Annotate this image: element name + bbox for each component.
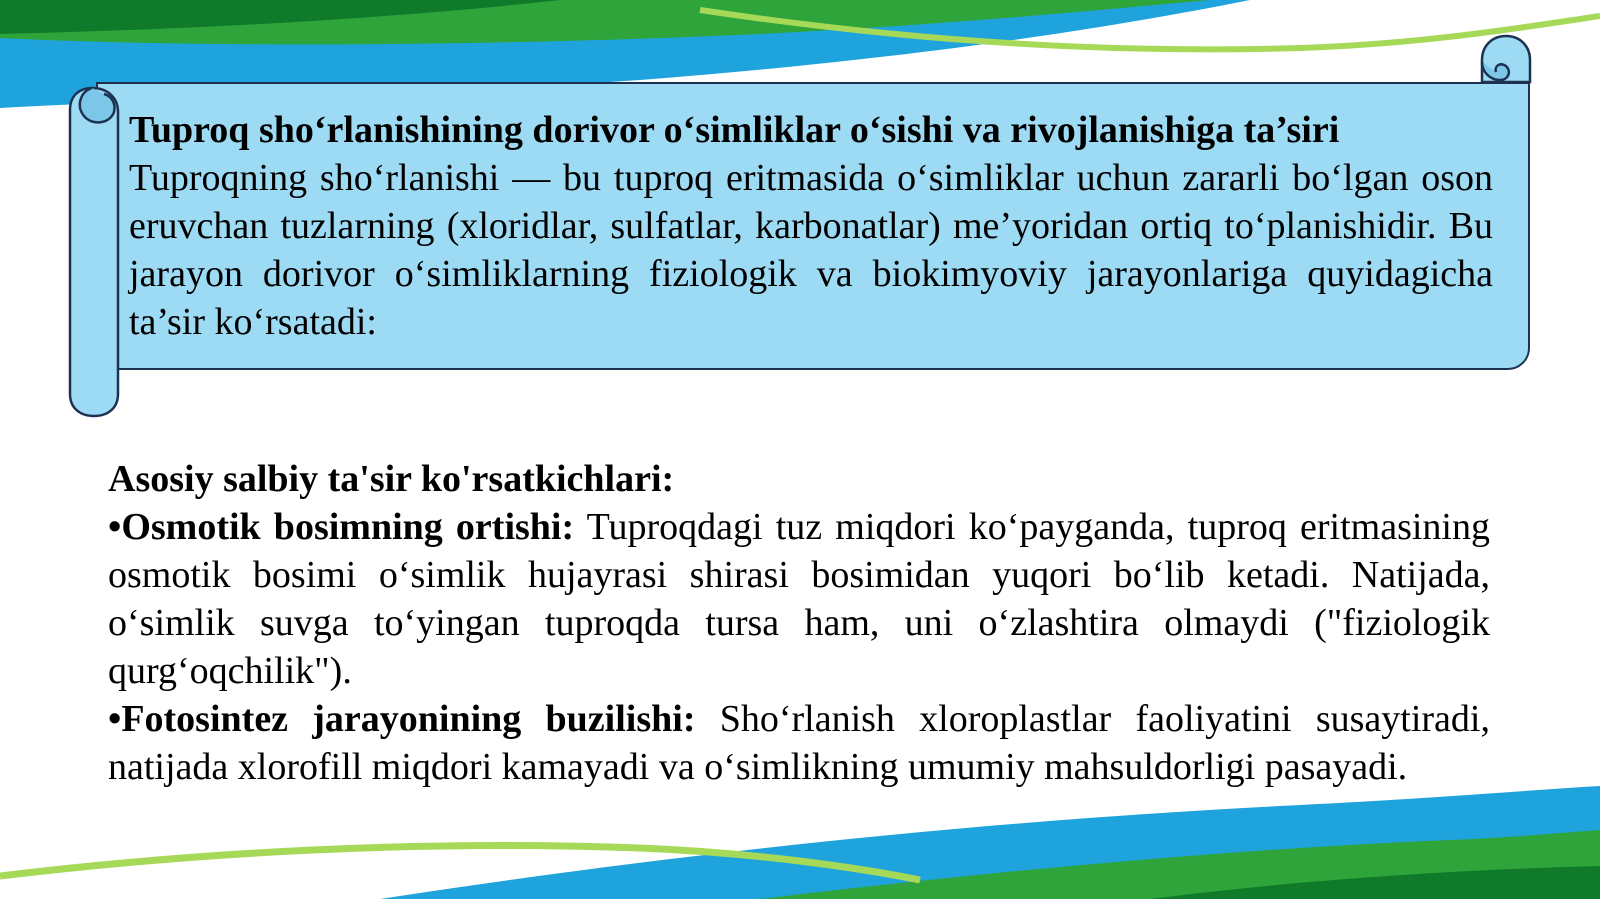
main-content: [108, 455, 1490, 791]
bullet-symbol: •: [108, 698, 122, 740]
slide-title: Tuproq sho‘rlanishining dorivor o‘simliklar o‘sishi va rivojlanishiga ta’siri: [129, 109, 1340, 151]
list-item-text: Tuproqdagi tuz miqdori ko‘payganda, tuproq eritmasining osmotik bosimi o‘simlik hujayrasi shirasi bosimidan yuqori bo‘lib ketadi. Natijada, o‘simlik suvga to‘yingan tuproqda tursa ham, uni o‘zlashtira olmaydi ("fiziologik qurg‘oqchilik").: [108, 506, 1490, 692]
intro-paragraph: Tuproqning sho‘rlanishi — bu tuproq eritmasida o‘simliklar uchun zararli bo‘lgan oson eruvchan tuzlarning (xloridlar, sulfatlar, karbonatlar) me’yoridan ortiq to‘planishidir. Bu jarayon dorivor o‘simliklarning fiziologik va biokimyoviy jarayonlariga quyidagicha ta’sir ko‘rsatadi:: [129, 157, 1493, 343]
list-item-text: Sho‘rlanish xloroplastlar faoliyatini susaytiradi, natijada xlorofill miqdori kamayadi va o‘simlikning umumiy mahsuldorligi pasayadi.: [108, 698, 1490, 788]
bullet-symbol: •: [108, 506, 122, 548]
list-item-label: Fotosintez jarayonining buzilishi:: [121, 698, 696, 740]
section-heading: Asosiy salbiy ta'sir ko'rsatkichlari:: [108, 458, 675, 500]
list-item-label: Osmotik bosimning ortishi:: [121, 506, 575, 548]
list-item: [108, 503, 1490, 695]
scroll-text: [129, 106, 1493, 346]
list-item: [108, 695, 1490, 791]
